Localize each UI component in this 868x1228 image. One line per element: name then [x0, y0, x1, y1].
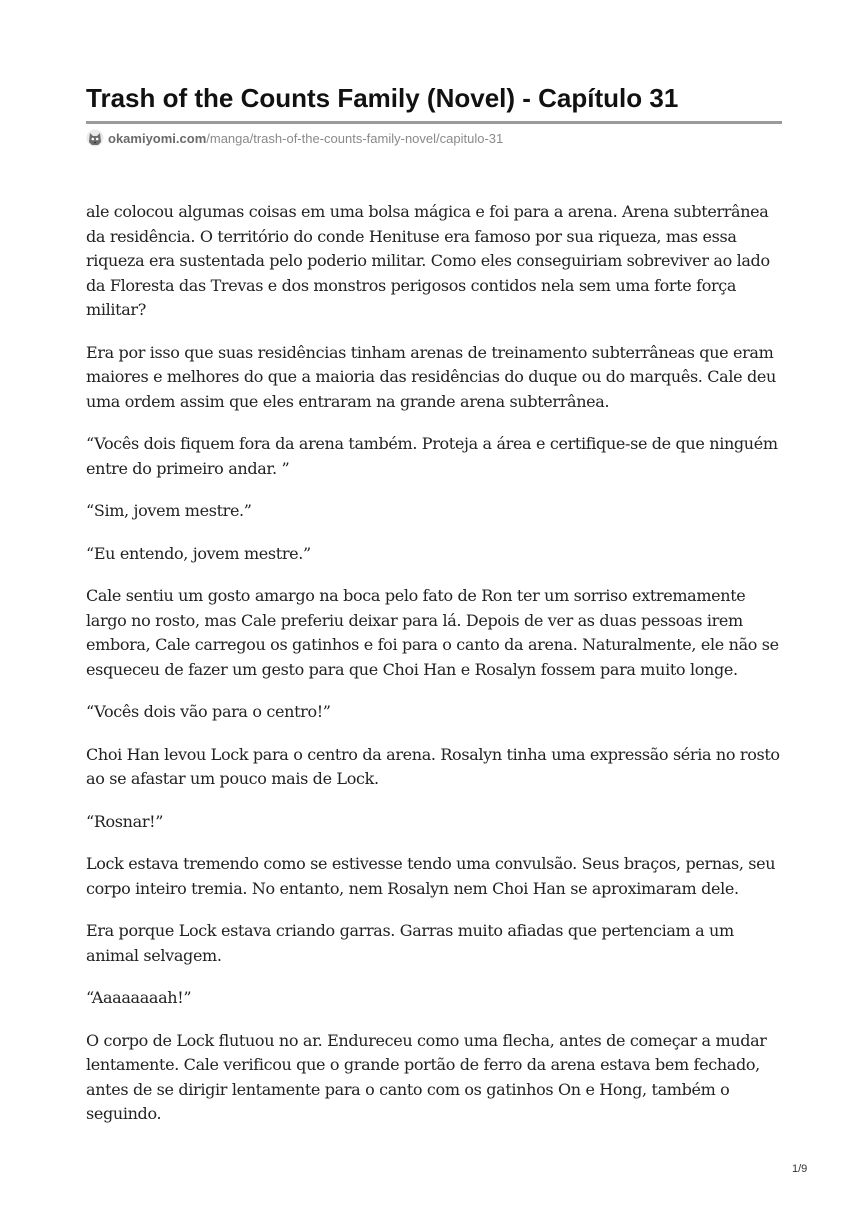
page-title: Trash of the Counts Family (Novel) - Capítulo 31 — [86, 83, 679, 113]
paragraph: Era por isso que suas residências tinham arenas de treinamento subterrâneas que eram maiores e melhores do que a maioria das residências do duque ou do marquês. Cale deu uma ordem assim que eles entraram na grande arena subterrânea. — [86, 342, 776, 411]
paragraph: “Vocês dois vão para o centro!” — [86, 702, 331, 721]
paragraph: Cale sentiu um gosto amargo na boca pelo fato de Ron ter um sorriso extremamente largo no rosto, mas Cale preferiu deixar para lá. Depois de ver as duas pessoas irem embora, Cale carregou os gatinhos e foi para o canto da arena. Naturalmente, ele não se esqueceu de fazer um gesto para que Choi Han e Rosalyn fossem para muito longe. — [86, 586, 779, 679]
paragraph: “Rosnar!” — [86, 811, 164, 831]
paragraph: “Eu entendo, jovem mestre.” — [86, 543, 311, 563]
source-path[interactable]: /manga/trash-of-the-counts-family-novel/capitulo-31 — [206, 130, 504, 146]
source-domain[interactable]: okamiyomi.com — [108, 130, 207, 146]
paragraph: “Aaaaaaaah!” — [86, 988, 192, 1007]
paragraph: “Vocês dois fiquem fora da arena também. Proteja a área e certifique-se de que ninguém entre do primeiro andar. ” — [86, 434, 778, 478]
paragraph: Lock estava tremendo como se estivesse tendo uma convulsão. Seus braços, pernas, seu corpo inteiro tremia. No entanto, nem Rosalyn nem Choi Han se aproximaram dele. — [86, 854, 776, 898]
page-number: 1/9 — [792, 1163, 808, 1175]
paragraph: Era porque Lock estava criando garras. Garras muito afiadas que pertenciam a um animal selvagem. — [86, 921, 734, 965]
source-link[interactable] — [86, 128, 503, 148]
title-divider — [86, 121, 782, 124]
paragraph: Choi Han levou Lock para o centro da arena. Rosalyn tinha uma expressão séria no rosto ao se afastar um pouco mais de Lock. — [86, 744, 780, 788]
wolf-favicon-icon — [86, 129, 104, 147]
chapter-text — [86, 200, 782, 1145]
paragraph: “Sim, jovem mestre.” — [86, 501, 252, 520]
paragraph: ale colocou algumas coisas em uma bolsa mágica e foi para a arena. Arena subterrânea da residência. O território do conde Henituse era famoso por sua riqueza, mas essa riqueza era sustentada pelo poderio militar. Como eles conseguiriam sobreviver ao lado da Floresta das Trevas e dos monstros perigosos contidos nela sem uma forte força militar? — [86, 202, 770, 319]
paragraph: O corpo de Lock flutuou no ar. Endureceu como uma flecha, antes de começar a mudar lentamente. Cale verificou que o grande portão de ferro da arena estava bem fechado, antes de se dirigir lentamente para o canto com os gatinhos On e Hong, também o seguindo. — [86, 1030, 767, 1123]
